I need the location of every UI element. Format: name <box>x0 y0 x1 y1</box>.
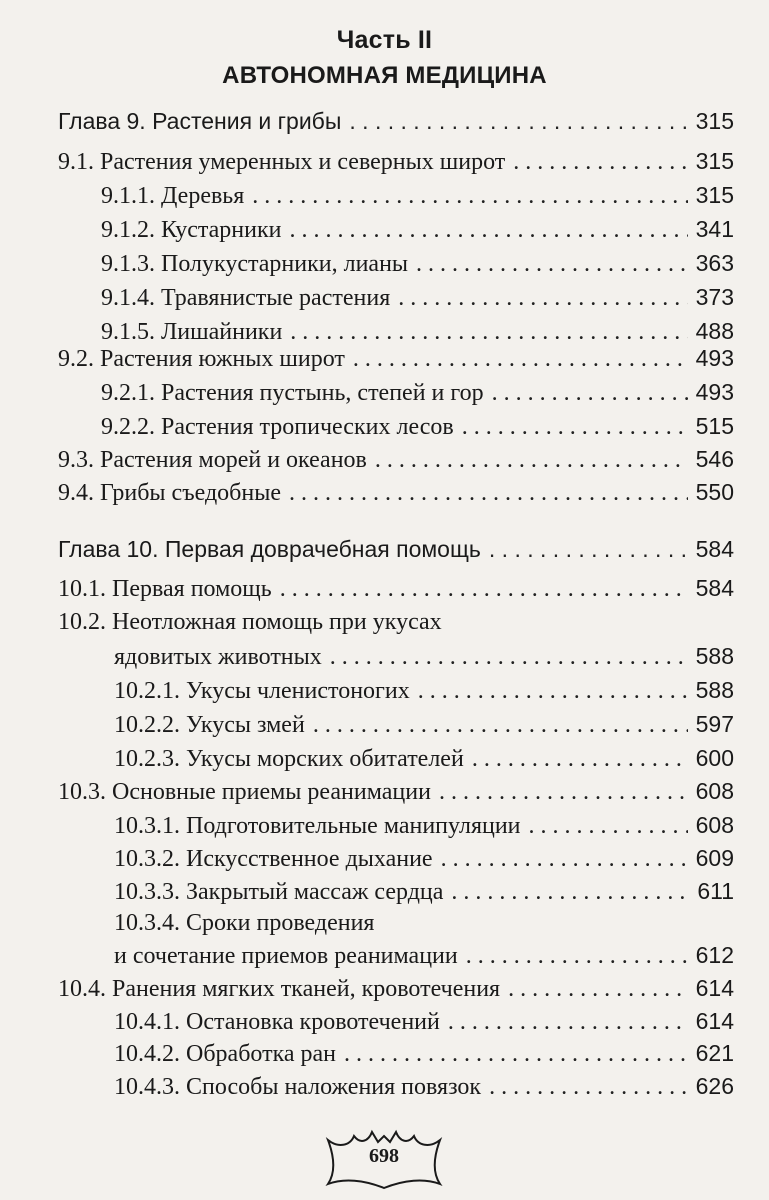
dot-leader <box>416 247 688 280</box>
dot-leader <box>289 476 688 509</box>
toc-subsection-9-1-1 <box>101 178 734 212</box>
toc-entry-page: 515 <box>695 413 734 439</box>
toc-entry-title: 9.2.1. Растения пустынь, степей и гор <box>101 380 484 406</box>
toc-entry-title: 10.4.1. Остановка кровотечений <box>114 1009 440 1035</box>
toc-entry-title: 9.3. Растения морей и океанов <box>58 447 367 473</box>
toc-entry-title: 9.4. Грибы съедобные <box>58 480 281 506</box>
toc-entry-page: 546 <box>695 446 734 472</box>
toc-entry-title: 9.1.1. Деревья <box>101 183 245 209</box>
toc-entry-page: 608 <box>695 778 734 804</box>
toc-entry-page: 584 <box>695 536 734 562</box>
toc-entry-title: 10.4.3. Способы наложения повязок <box>114 1074 482 1100</box>
toc-entry-page: 363 <box>695 250 734 276</box>
toc-chapter-10 <box>58 532 734 566</box>
dot-leader <box>313 708 688 741</box>
part-label: Часть II <box>336 26 433 54</box>
page-number: 698 <box>369 1145 399 1167</box>
toc-entry-title: 9.2.2. Растения тропических лесов <box>101 414 454 440</box>
toc-entry-title: 10.4.2. Обработка ран <box>114 1041 337 1067</box>
toc-entry-title: 10.2.1. Укусы членистоногих <box>114 678 410 704</box>
toc-section-9-1 <box>58 144 734 178</box>
dot-leader <box>439 775 688 808</box>
dot-leader <box>349 104 687 138</box>
toc-section-9-4 <box>58 475 734 509</box>
toc-entry-title: 9.1. Растения умеренных и северных широт <box>58 149 506 175</box>
toc-entry-title: 10.3. Основные приемы реанимации <box>58 779 431 805</box>
toc-subsection-10-2-2 <box>114 707 734 741</box>
toc-entry-page: 621 <box>695 1040 734 1066</box>
dot-leader <box>513 145 687 178</box>
dot-leader <box>529 809 688 842</box>
toc-section-10-2 <box>114 639 734 673</box>
toc-entry-page: 315 <box>695 108 734 134</box>
dot-leader <box>472 742 688 775</box>
dot-leader <box>462 410 688 443</box>
toc-entry-page: 584 <box>695 575 734 601</box>
dot-leader <box>398 281 687 314</box>
toc-section-10-1 <box>58 571 734 605</box>
toc-subsection-9-1-2 <box>101 212 734 246</box>
toc-subsection-10-2-1 <box>114 673 734 707</box>
toc-entry-page: 614 <box>695 975 734 1001</box>
toc-subsection-10-2-3 <box>114 741 734 775</box>
toc-subsection-10-3-4-line1: 10.3.4. Сроки проведения <box>114 910 375 936</box>
toc-entry-title: 10.3.1. Подготовительные манипуляции <box>114 813 521 839</box>
dot-leader <box>489 1070 688 1103</box>
toc-entry-title: и сочетание приемов реанимации <box>114 943 458 969</box>
toc-entry-page: 608 <box>695 812 734 838</box>
dot-leader <box>508 972 688 1005</box>
toc-section-10-3 <box>58 774 734 808</box>
toc-section-10-4 <box>58 971 734 1005</box>
toc-entry-page: 600 <box>695 745 734 771</box>
toc-entry-page: 493 <box>695 379 734 405</box>
dot-leader <box>489 532 688 566</box>
dot-leader <box>280 572 688 605</box>
toc-entry-title: Глава 9. Растения и грибы <box>58 108 342 134</box>
toc-entry-title: 9.1.4. Травянистые растения <box>101 285 391 311</box>
toc-entry-title: 9.1.5. Лишайники <box>101 319 283 345</box>
dot-leader <box>330 640 688 673</box>
toc-entry-page: 315 <box>695 182 734 208</box>
toc-entry-title: 10.2.2. Укусы змей <box>114 712 305 738</box>
toc-entry-title: 10.3.3. Закрытый массаж сердца <box>114 879 444 905</box>
toc-section-10-2-line1: 10.2. Неотложная помощь при укусах <box>58 609 442 635</box>
toc-entry-page: 609 <box>695 845 734 871</box>
dot-leader <box>492 376 688 409</box>
toc-entry-page: 341 <box>695 216 734 242</box>
toc-entry-page: 612 <box>695 942 734 968</box>
toc-entry-title: 9.1.3. Полукустарники, лианы <box>101 251 409 277</box>
toc-entry-title: 10.3.2. Искусственное дыхание <box>114 846 433 872</box>
dot-leader <box>353 342 688 375</box>
dot-leader <box>418 674 688 707</box>
toc-entry-page: 614 <box>695 1008 734 1034</box>
toc-entry-page: 493 <box>695 345 734 371</box>
page-footer <box>324 1122 444 1192</box>
toc-entry-page: 597 <box>695 711 734 737</box>
toc-subsection-9-1-4 <box>101 280 734 314</box>
toc-entry-page: 611 <box>697 878 734 904</box>
toc-entry-title: 10.2.3. Укусы морских обитателей <box>114 746 464 772</box>
toc-subsection-9-2-2 <box>101 409 734 443</box>
toc-subsection-10-4-2 <box>114 1036 734 1070</box>
toc-chapter-9 <box>58 104 734 138</box>
dot-leader <box>448 1005 688 1038</box>
toc-section-9-2 <box>58 341 734 375</box>
toc-subsection-10-3-1 <box>114 808 734 842</box>
dot-leader <box>289 213 687 246</box>
toc-subsection-10-4-3 <box>114 1069 734 1103</box>
toc-subsection-10-3-3 <box>114 874 734 908</box>
toc-subsection-10-4-1 <box>114 1004 734 1038</box>
dot-leader <box>344 1037 688 1070</box>
toc-entry-page: 588 <box>695 677 734 703</box>
toc-entry-title: 10.4. Ранения мягких тканей, кровотечения <box>58 976 501 1002</box>
part-title: АВТОНОМНАЯ МЕДИЦИНА <box>222 62 547 89</box>
dot-leader <box>375 443 688 476</box>
toc-subsection-9-2-1 <box>101 375 734 409</box>
toc-entry-page: 626 <box>695 1073 734 1099</box>
toc-entry-title: ядовитых животных <box>114 644 322 670</box>
toc-entry-page: 588 <box>695 643 734 669</box>
dot-leader <box>451 875 689 908</box>
toc-entry-title: 9.1.2. Кустарники <box>101 217 282 243</box>
toc-subsection-10-3-4 <box>114 938 734 972</box>
dot-leader <box>441 842 688 875</box>
toc-entry-title: 10.1. Первая помощь <box>58 576 272 602</box>
toc-entry-title: Глава 10. Первая доврачебная помощь <box>58 536 481 562</box>
dot-leader <box>466 939 688 972</box>
toc-entry-page: 373 <box>695 284 734 310</box>
toc-entry-page: 488 <box>695 318 734 344</box>
toc-subsection-10-3-2 <box>114 841 734 875</box>
toc-entry-title: 9.2. Растения южных широт <box>58 346 345 372</box>
toc-entry-page: 550 <box>695 479 734 505</box>
toc-subsection-9-1-3 <box>101 246 734 280</box>
toc-section-9-3 <box>58 442 734 476</box>
dot-leader <box>252 179 687 212</box>
toc-entry-page: 315 <box>695 148 734 174</box>
